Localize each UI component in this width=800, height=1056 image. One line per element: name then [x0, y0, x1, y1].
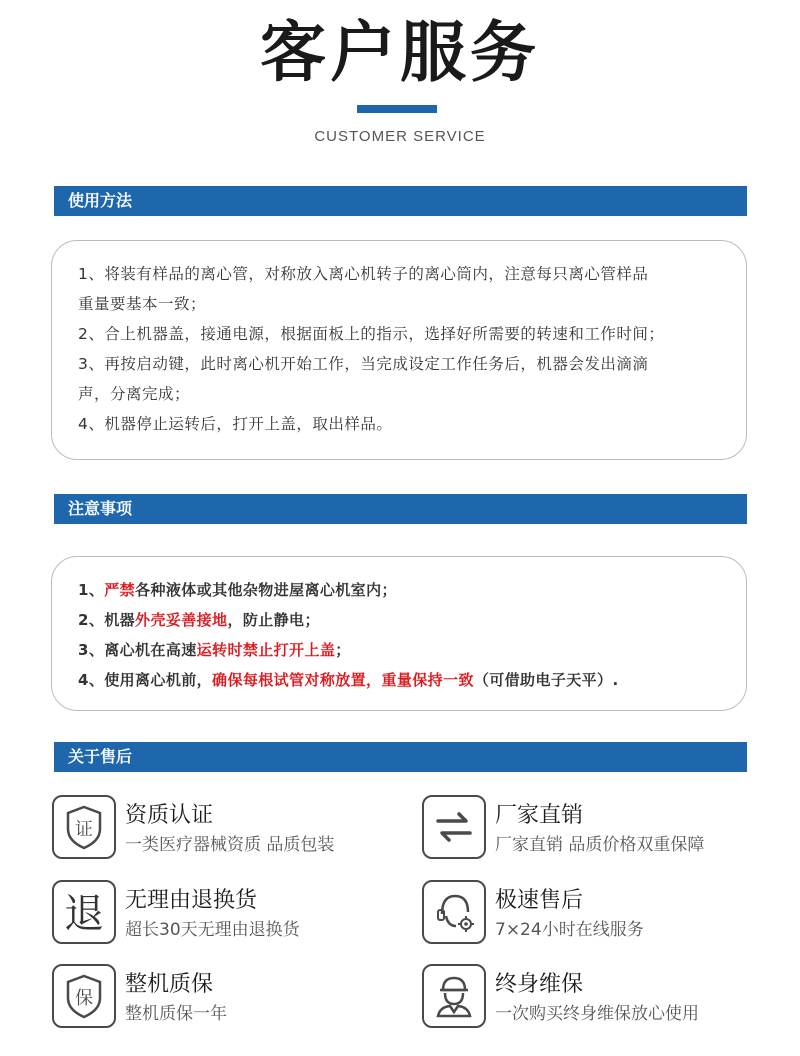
usage-box: [51, 240, 747, 460]
support-agent-icon: [422, 880, 486, 944]
svg-text:退: 退: [64, 891, 104, 937]
note-item: 3、离心机在高速运转时禁止打开上盖；: [78, 641, 351, 659]
feature-direct-sale: [422, 795, 762, 859]
feature-desc: 厂家直销 品质价格双重保障: [495, 835, 705, 855]
feature-desc: 一类医疗器械资质 品质包装: [125, 835, 335, 855]
section-heading-notes: 注意事项: [54, 494, 747, 524]
feature-title: 整机质保: [125, 972, 214, 997]
feature-title: 资质认证: [125, 803, 214, 828]
feature-title: 终身维保: [495, 972, 584, 997]
svg-text:保: 保: [75, 988, 93, 1009]
section-heading-usage: 使用方法: [54, 186, 747, 216]
usage-line: 2、合上机器盖，接通电源，根据面板上的指示，选择好所需要的转速和工作时间；: [78, 325, 665, 343]
feature-warranty: [52, 964, 392, 1028]
note-item: 1、严禁各种液体或其他杂物进屋离心机室内；: [78, 581, 397, 599]
service-worker-icon: [422, 964, 486, 1028]
notes-box: [51, 556, 747, 711]
feature-fast-service: [422, 880, 762, 944]
section-heading-after-sales: 关于售后: [54, 742, 747, 772]
feature-title: 无理由退换货: [125, 888, 258, 913]
page-title: 客户服务: [260, 14, 540, 91]
return-icon: [52, 880, 116, 944]
usage-line: 声，分离完成；: [78, 385, 191, 403]
page-subtitle: CUSTOMER SERVICE: [314, 128, 486, 145]
feature-return: [52, 880, 392, 944]
usage-line: 4、机器停止运转后，打开上盖，取出样品。: [78, 415, 393, 433]
title-underline: [357, 105, 437, 113]
note-item: 2、机器外壳妥善接地，防止静电；: [78, 611, 320, 629]
usage-line: 3、再按启动键，此时离心机开始工作，当完成设定工作任务后，机器会发出滴滴: [78, 355, 649, 373]
feature-certification: [52, 795, 392, 859]
usage-line: 重量要基本一致；: [78, 295, 207, 313]
usage-line: 1、将装有样品的离心管，对称放入离心机转子的离心筒内，注意每只离心管样品: [78, 265, 649, 283]
feature-title: 极速售后: [495, 888, 584, 913]
note-item: 4、使用离心机前，确保每根试管对称放置，重量保持一致（可借助电子天平）.: [78, 671, 619, 689]
exchange-arrows-icon: [422, 795, 486, 859]
feature-desc: 一次购买终身维保放心使用: [495, 1004, 699, 1024]
feature-title: 厂家直销: [495, 803, 584, 828]
feature-desc: 整机质保一年: [125, 1004, 227, 1024]
feature-desc: 7×24小时在线服务: [495, 920, 644, 940]
warranty-shield-icon: [52, 964, 116, 1028]
certificate-shield-icon: [52, 795, 116, 859]
feature-lifetime-maintenance: [422, 964, 762, 1028]
svg-text:证: 证: [75, 819, 93, 840]
feature-desc: 超长30天无理由退换货: [125, 920, 300, 940]
